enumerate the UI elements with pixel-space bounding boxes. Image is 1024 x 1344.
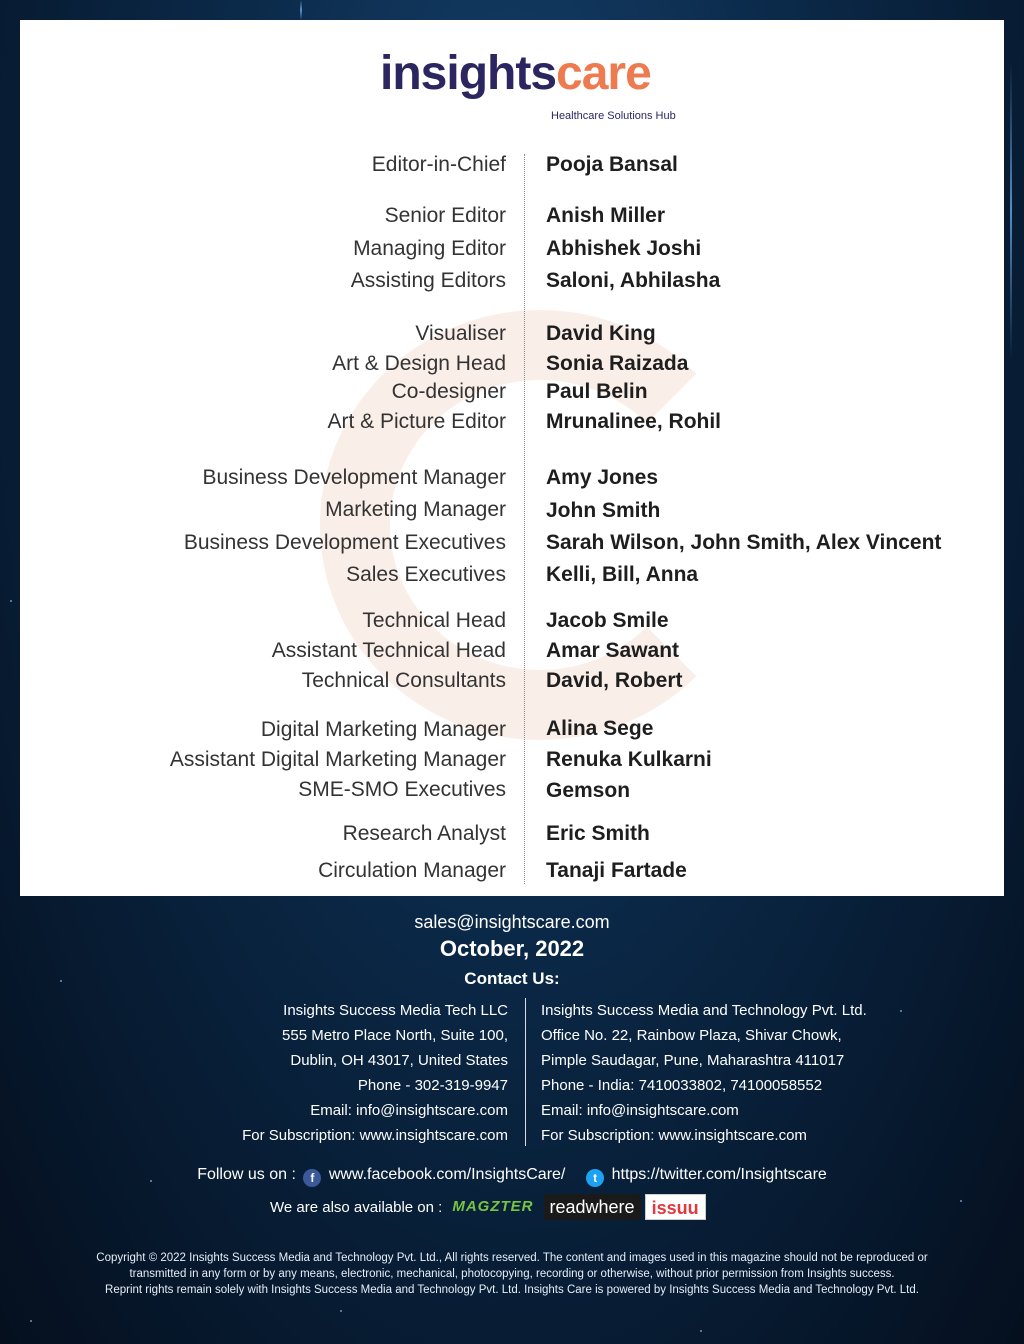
address-line: Dublin, OH 43017, United States — [290, 1052, 508, 1069]
person-name: David, Robert — [546, 669, 683, 692]
person-name: Pooja Bansal — [546, 153, 678, 176]
person-name: Amar Sawant — [546, 639, 680, 662]
address-line: Insights Success Media and Technology Pvt. Ltd. — [541, 1002, 867, 1019]
role-label: Art & Design Head — [332, 352, 506, 375]
person-name: Eric Smith — [546, 822, 650, 845]
readwhere-logo[interactable]: readwhere — [544, 1194, 641, 1220]
email-line[interactable]: Email: info@insightscare.com — [541, 1102, 739, 1119]
subscription-line[interactable]: For Subscription: www.insightscare.com — [541, 1127, 807, 1144]
person-name: Paul Belin — [546, 380, 648, 403]
person-name: Tanaji Fartade — [546, 859, 687, 882]
person-name: Sarah Wilson, John Smith, Alex Vincent — [546, 531, 942, 554]
magzter-logo[interactable]: MAGZTER — [452, 1198, 534, 1215]
person-name: John Smith — [546, 499, 661, 522]
platforms-row — [270, 1192, 706, 1222]
phone-line: Phone - India: 7410033802, 74100058552 — [541, 1077, 823, 1094]
address-divider — [525, 998, 526, 1146]
role-label: Technical Consultants — [301, 669, 506, 692]
role-label: Art & Picture Editor — [327, 410, 506, 433]
role-label: Assistant Technical Head — [271, 639, 506, 662]
logo-tagline: Healthcare Solutions Hub — [551, 110, 676, 122]
role-label: Senior Editor — [384, 204, 506, 227]
copyright-line: Reprint rights remain solely with Insights Success Media and Technology Pvt. Ltd. Insights Care is powered by Insights Success Media and Technology Pvt. Ltd. — [105, 1284, 919, 1296]
issuu-logo[interactable]: issuu — [645, 1194, 706, 1220]
address-line: Office No. 22, Rainbow Plaza, Shivar Chowk, — [541, 1027, 842, 1044]
role-label: Visualiser — [415, 322, 506, 345]
column-divider — [524, 154, 525, 884]
light-streak — [1010, 60, 1012, 360]
person-name: Amy Jones — [546, 466, 659, 489]
role-label: Technical Head — [362, 609, 506, 632]
facebook-link[interactable]: www.facebook.com/InsightsCare/ — [328, 1166, 566, 1183]
role-label: Sales Executives — [346, 563, 506, 586]
role-label: Digital Marketing Manager — [260, 718, 506, 741]
role-label: Assisting Editors — [350, 269, 506, 292]
follow-label: Follow us on : — [197, 1166, 296, 1183]
address-us — [242, 998, 508, 1148]
copyright-line: transmitted in any form or by any means, electronic, mechanical, photocopying, recording or otherwise, without prior permission from Insights success. — [129, 1268, 895, 1280]
person-name: Renuka Kulkarni — [546, 748, 712, 771]
subscription-line[interactable]: For Subscription: www.insightscare.com — [242, 1127, 508, 1144]
phone-line: Phone - 302-319-9947 — [357, 1077, 508, 1094]
person-name: Sonia Raizada — [546, 352, 689, 375]
person-name: Jacob Smile — [546, 609, 669, 632]
role-label: Co-designer — [391, 380, 506, 403]
issue-date: October, 2022 — [439, 936, 585, 961]
address-line: 555 Metro Place North, Suite 100, — [282, 1027, 508, 1044]
role-label: Marketing Manager — [325, 498, 506, 521]
available-label: We are also available on : — [270, 1198, 443, 1216]
twitter-icon[interactable]: t — [586, 1169, 604, 1187]
email-line[interactable]: Email: info@insightscare.com — [310, 1102, 508, 1119]
twitter-link[interactable]: https://twitter.com/Insightscare — [611, 1166, 827, 1183]
copyright-notice — [60, 1250, 964, 1298]
masthead-panel — [20, 20, 1004, 896]
person-name: Abhishek Joshi — [546, 237, 702, 260]
role-label: Editor-in-Chief — [371, 153, 506, 176]
role-label: Research Analyst — [342, 822, 506, 845]
person-name: David King — [546, 322, 656, 345]
address-india — [541, 998, 867, 1148]
person-name: Mrunalinee, Rohil — [546, 410, 722, 433]
logo-wordmark: insightscare — [380, 47, 651, 100]
sales-email-link[interactable]: sales@insightscare.com — [414, 912, 610, 932]
person-name: Alina Sege — [546, 717, 654, 740]
person-name: Kelli, Bill, Anna — [546, 563, 699, 586]
address-line: Pimple Saudagar, Pune, Maharashtra 411017 — [541, 1052, 845, 1069]
social-links — [0, 1166, 1024, 1187]
person-name: Gemson — [546, 779, 631, 802]
person-name: Anish Miller — [546, 204, 666, 227]
role-label: Circulation Manager — [318, 859, 506, 882]
insightscare-logo — [380, 46, 700, 136]
light-streak — [300, 0, 302, 20]
facebook-icon[interactable]: f — [303, 1169, 321, 1187]
person-name: Saloni, Abhilasha — [546, 269, 721, 292]
role-label: Business Development Manager — [202, 466, 506, 489]
address-line: Insights Success Media Tech LLC — [283, 1002, 508, 1019]
role-label: SME-SMO Executives — [298, 778, 506, 801]
role-label: Managing Editor — [353, 237, 506, 260]
role-label: Assistant Digital Marketing Manager — [169, 748, 506, 771]
copyright-line: Copyright © 2022 Insights Success Media and Technology Pvt. Ltd., All rights reserved. The content and images used in this magazine should not be reproduced or — [96, 1252, 928, 1264]
role-label: Business Development Executives — [183, 531, 506, 554]
contact-heading: Contact Us: — [464, 969, 560, 988]
